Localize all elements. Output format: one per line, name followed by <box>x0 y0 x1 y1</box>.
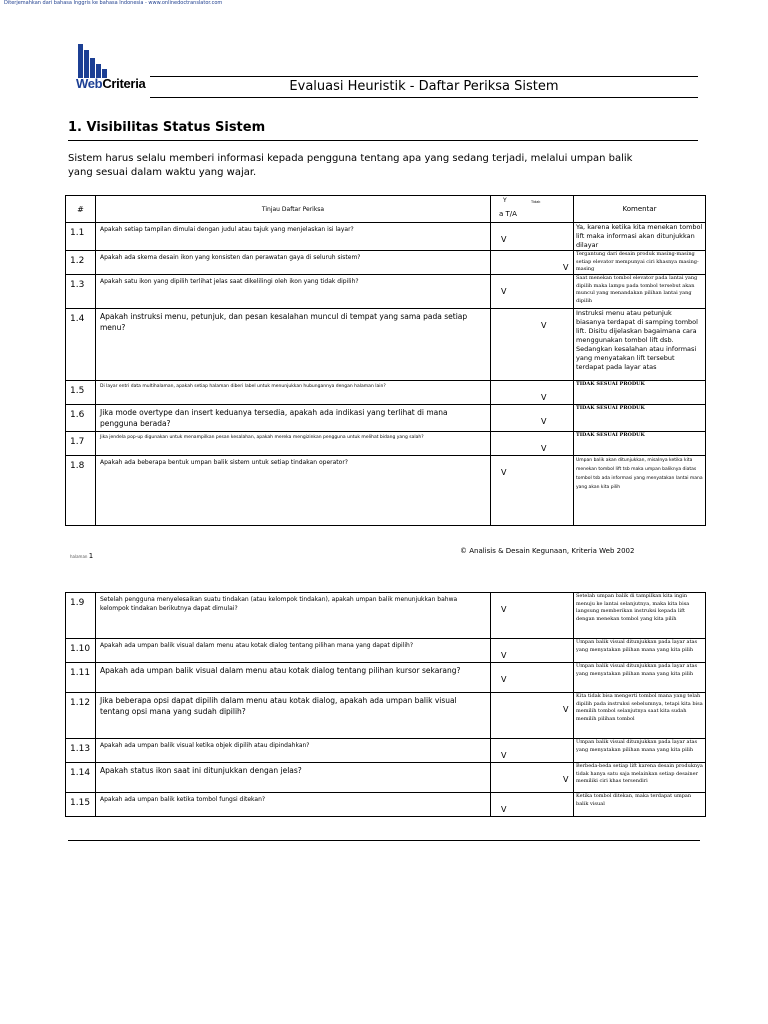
row-comment: Berbeda-beda setiap lift karena desain produknya tidak hanya satu saja melainkan setiap desainer memiliki ciri khas tersendiri <box>574 763 706 793</box>
row-question: Apakah setiap tampilan dimulai dengan judul atau tajuk yang menjelaskan isi layar? <box>96 223 491 251</box>
table-row <box>66 663 706 693</box>
table-row <box>66 639 706 663</box>
row-answer-cell <box>491 381 574 405</box>
table-row <box>66 793 706 817</box>
check-mark: V <box>501 605 507 614</box>
table-row <box>66 432 706 456</box>
row-comment: TIDAK SESUAI PRODUK <box>574 432 706 456</box>
row-answer-cell <box>491 663 574 693</box>
row-comment: TIDAK SESUAI PRODUK <box>574 405 706 432</box>
table-row <box>66 739 706 763</box>
table-row <box>66 251 706 275</box>
row-comment: Umpan balik visual ditunjukkan pada layar atas yang menyatakan pilihan mana yang kita pilih <box>574 739 706 763</box>
check-mark: V <box>501 805 507 814</box>
row-answer-cell <box>491 593 574 639</box>
row-comment: Ketika tombol ditekan, maka terdapat umpan balik visual <box>574 793 706 817</box>
check-mark: V <box>501 468 507 477</box>
end-rule <box>68 840 700 841</box>
row-question: Apakah ada umpan balik ketika tombol fungsi ditekan? <box>96 793 491 817</box>
row-question: Apakah ada beberapa bentuk umpan balik sistem untuk setiap tindakan operator? <box>96 456 491 526</box>
table-row <box>66 309 706 381</box>
document-title: Evaluasi Heuristik - Daftar Periksa Sistem <box>150 76 698 98</box>
table-row <box>66 763 706 793</box>
row-answer-cell <box>491 405 574 432</box>
row-question: Apakah satu ikon yang dipilih terlihat jelas saat dikelilingi oleh ikon yang tidak dipilih? <box>96 275 491 309</box>
check-mark: V <box>541 417 547 426</box>
row-question: Apakah ada umpan balik visual dalam menu atau kotak dialog tentang pilihan mana yang dapat dipilih? <box>96 639 491 663</box>
row-answer-cell <box>491 693 574 739</box>
row-answer-cell <box>491 793 574 817</box>
row-comment: Setelah umpan balik di tampilkan kita ingin menuju ke lantai selanjutnya, maka kita bisa langsung memberikan instruksi kepada lift dengan menekan tombol yang kita pilih <box>574 593 706 639</box>
header-question: Tinjau Daftar Periksa <box>96 196 491 223</box>
row-answer-cell <box>491 456 574 526</box>
row-answer-cell <box>491 251 574 275</box>
row-comment: Instruksi menu atau petunjuk biasanya terdapat di samping tombol lift. Disitu dijelaskan bagaimana cara menggunakan tombol lift dsb. Sedangkan kesalahan atau informasi yang menyatakan lift tersebut terdapat pada layar atas <box>574 309 706 381</box>
row-answer-cell <box>491 639 574 663</box>
row-number: 1.2 <box>66 251 96 275</box>
row-question: Apakah ada skema desain ikon yang konsisten dan perawatan gaya di seluruh sistem? <box>96 251 491 275</box>
row-comment: Umpan balik akan ditunjukkan, misalnya ketika kita menekan tombol lift tsb maka umpan baliknya diatas tombol tsb ada informasi yang menyatakan lantai mana yang akan kita pilih <box>574 456 706 526</box>
table-row <box>66 381 706 405</box>
row-comment: Tergantung dari desain produk masing-masing setiap elevator mempunyai ciri khasnya masing-masing <box>574 251 706 275</box>
row-answer-cell <box>491 275 574 309</box>
row-comment: Umpan balik visual ditunjukkan pada layar atas yang menyatakan pilihan mana yang kita pilih <box>574 639 706 663</box>
table-row <box>66 223 706 251</box>
checklist-table-2 <box>65 592 706 817</box>
row-comment: Saat menekan tombol elevator pada lantai yang dipilih maka lampu pada tombol tersebut akan muncul yang menandakan pilihan lantai yang dipilih <box>574 275 706 309</box>
header-yes-no: Y Tidak a T/A <box>491 196 574 223</box>
row-question: Apakah status ikon saat ini ditunjukkan dengan jelas? <box>96 763 491 793</box>
logo-bars-icon <box>78 44 108 78</box>
row-comment: TIDAK SESUAI PRODUK <box>574 381 706 405</box>
check-mark: V <box>563 775 569 784</box>
logo-wordmark: WebCriteria <box>76 76 146 91</box>
page-footer-number: halaman 1 <box>70 552 94 560</box>
row-number: 1.4 <box>66 309 96 381</box>
row-number: 1.11 <box>66 663 96 693</box>
copyright-footer: © Analisis & Desain Kegunaan, Kriteria Web 2002 <box>460 547 635 555</box>
row-number: 1.6 <box>66 405 96 432</box>
row-question: Jika jendela pop-up digunakan untuk menampilkan pesan kesalahan, apakah mereka mengizinkan pengguna untuk melihat bidang yang salah? <box>96 432 491 456</box>
header-comment: Komentar <box>574 196 706 223</box>
row-answer-cell <box>491 763 574 793</box>
webcriteria-logo <box>76 44 156 94</box>
row-question: Jika beberapa opsi dapat dipilih dalam menu atau kotak dialog, apakah ada umpan balik visual tentang opsi mana yang sudah dipilih? <box>96 693 491 739</box>
check-mark: V <box>501 235 507 244</box>
table-row <box>66 593 706 639</box>
row-question: Apakah ada umpan balik visual dalam menu atau kotak dialog tentang pilihan kursor sekarang? <box>96 663 491 693</box>
row-number: 1.14 <box>66 763 96 793</box>
section-intro: Sistem harus selalu memberi informasi kepada pengguna tentang apa yang sedang terjadi, melalui umpan balik yang sesuai dalam waktu yang wajar. <box>68 153 633 178</box>
check-mark: V <box>563 705 569 714</box>
row-comment: Kita tidak bisa mengerti tombol mana yang telah dipilih pada instruksi sebelumnya, tetapi kita bisa memilih tombol selanjutnya saat kita sudah memilih pilihan tombol <box>574 693 706 739</box>
row-answer-cell <box>491 739 574 763</box>
check-mark: V <box>501 287 507 296</box>
check-mark: V <box>563 263 569 272</box>
header-number: # <box>66 196 96 223</box>
row-number: 1.5 <box>66 381 96 405</box>
row-question: Setelah pengguna menyelesaikan suatu tindakan (atau kelompok tindakan), apakah umpan balik menunjukkan bahwa kelompok tindakan berikutnya dapat dimulai? <box>96 593 491 639</box>
row-number: 1.12 <box>66 693 96 739</box>
check-mark: V <box>541 321 547 330</box>
row-number: 1.3 <box>66 275 96 309</box>
table-row <box>66 275 706 309</box>
section-title: 1. Visibilitas Status Sistem <box>68 118 698 141</box>
row-number: 1.13 <box>66 739 96 763</box>
checklist-table-1 <box>65 195 706 526</box>
row-answer-cell <box>491 309 574 381</box>
translation-note: Diterjemahkan dari bahasa Inggris ke bahasa Indonesia - www.onlinedoctranslator.com <box>4 0 223 6</box>
table-row <box>66 456 706 526</box>
row-number: 1.10 <box>66 639 96 663</box>
table-header-row <box>66 196 706 223</box>
table-row <box>66 405 706 432</box>
check-mark: V <box>541 393 547 402</box>
row-number: 1.9 <box>66 593 96 639</box>
row-question: Apakah ada umpan balik visual ketika objek dipilih atau dipindahkan? <box>96 739 491 763</box>
row-comment: Umpan balik visual ditunjukkan pada layar atas yang menyatakan pilihan mana yang kita pilih <box>574 663 706 693</box>
row-question: Jika mode overtype dan insert keduanya tersedia, apakah ada indikasi yang terlihat di mana pengguna berada? <box>96 405 491 432</box>
row-number: 1.15 <box>66 793 96 817</box>
row-question: Di layar entri data multihalaman, apakah setiap halaman diberi label untuk menunjukkan hubungannya dengan halaman lain? <box>96 381 491 405</box>
row-number: 1.1 <box>66 223 96 251</box>
row-comment: Ya, karena ketika kita menekan tombol lift maka informasi akan ditunjukkan dilayar <box>574 223 706 251</box>
check-mark: V <box>501 675 507 684</box>
row-number: 1.8 <box>66 456 96 526</box>
row-question: Apakah instruksi menu, petunjuk, dan pesan kesalahan muncul di tempat yang sama pada setiap menu? <box>96 309 491 381</box>
table-row <box>66 693 706 739</box>
row-answer-cell <box>491 432 574 456</box>
check-mark: V <box>501 751 507 760</box>
row-answer-cell <box>491 223 574 251</box>
check-mark: V <box>541 444 547 453</box>
check-mark: V <box>501 651 507 660</box>
row-number: 1.7 <box>66 432 96 456</box>
